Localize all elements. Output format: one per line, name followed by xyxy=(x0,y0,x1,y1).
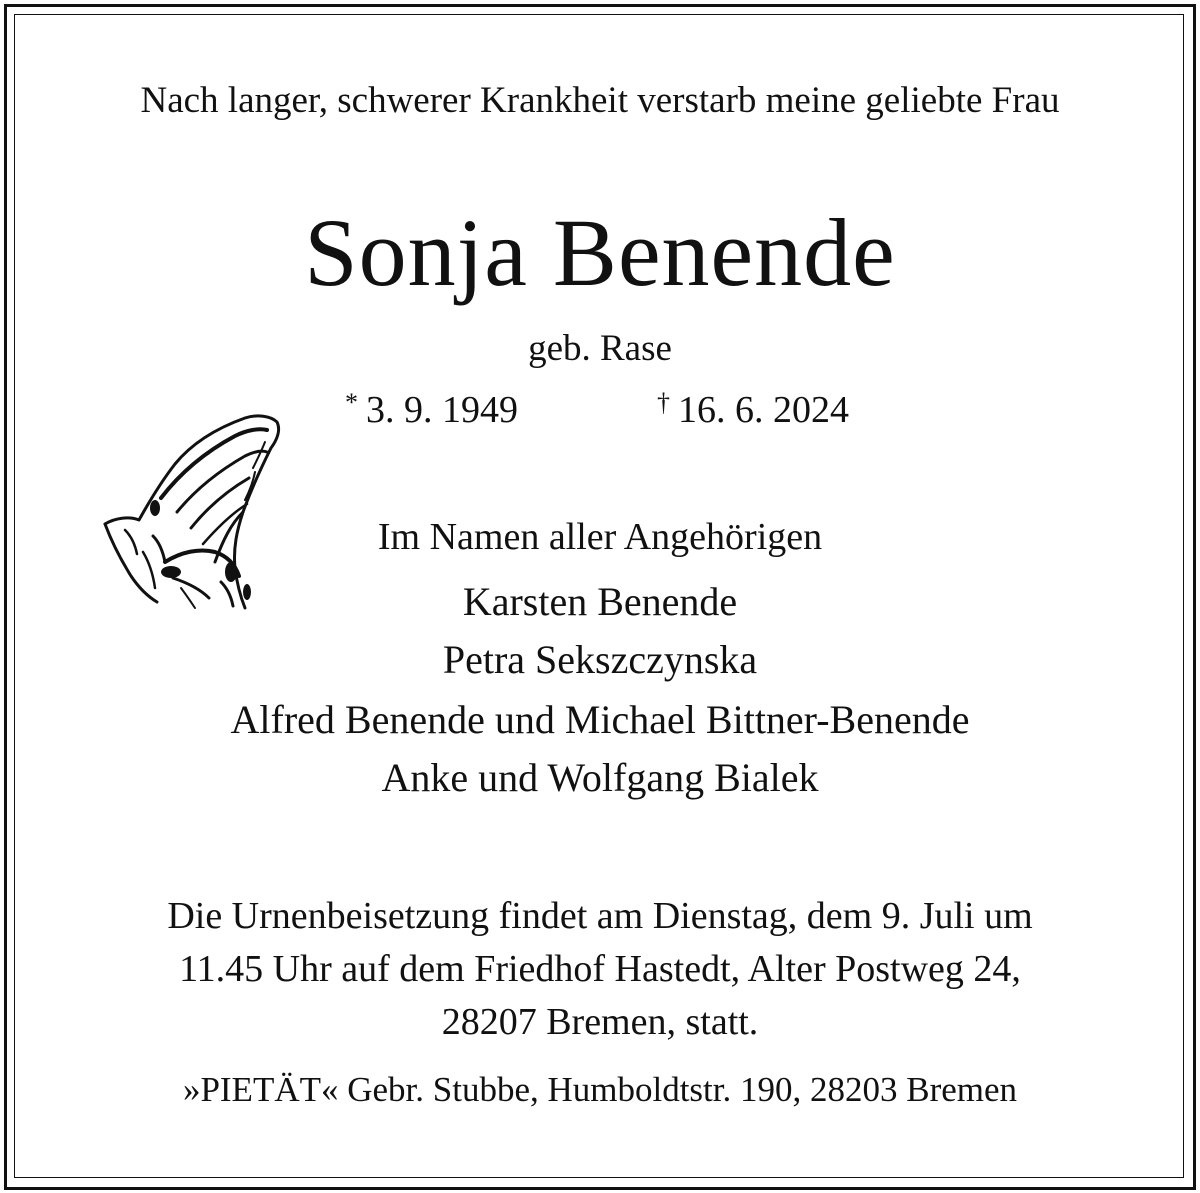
birth-symbol: * xyxy=(345,388,358,417)
death-date-group xyxy=(657,388,849,432)
family-member: Petra Sekszczynska xyxy=(442,637,758,682)
ceremony-line: 28207 Bremen, statt. xyxy=(441,1001,759,1043)
ceremony-line: 11.45 Uhr auf dem Friedhof Hastedt, Alter Postweg 24, xyxy=(179,948,1021,990)
family-member: Karsten Benende xyxy=(462,579,738,624)
birth-date: 3. 9. 1949 xyxy=(366,389,518,431)
family-member: Anke und Wolfgang Bialek xyxy=(381,755,819,800)
family-intro: Im Namen aller Angehörigen xyxy=(377,516,823,558)
undertaker-info: »PIETÄT« Gebr. Stubbe, Humboldtstr. 190, 28203 Bremen xyxy=(182,1070,1018,1109)
death-date: 16. 6. 2024 xyxy=(678,389,849,431)
ceremony-info xyxy=(0,890,1200,1049)
intro-text: Nach langer, schwerer Krankheit verstarb meine geliebte Frau xyxy=(140,80,1060,121)
ceremony-line: Die Urnenbeisetzung findet am Dienstag, dem 9. Juli um xyxy=(167,895,1033,937)
deceased-name: Sonja Benende xyxy=(304,199,896,306)
family-member: Alfred Benende und Michael Bittner-Benende xyxy=(230,697,970,742)
birth-date-group xyxy=(345,388,518,432)
maiden-name: geb. Rase xyxy=(528,328,672,369)
death-symbol: † xyxy=(657,388,670,417)
